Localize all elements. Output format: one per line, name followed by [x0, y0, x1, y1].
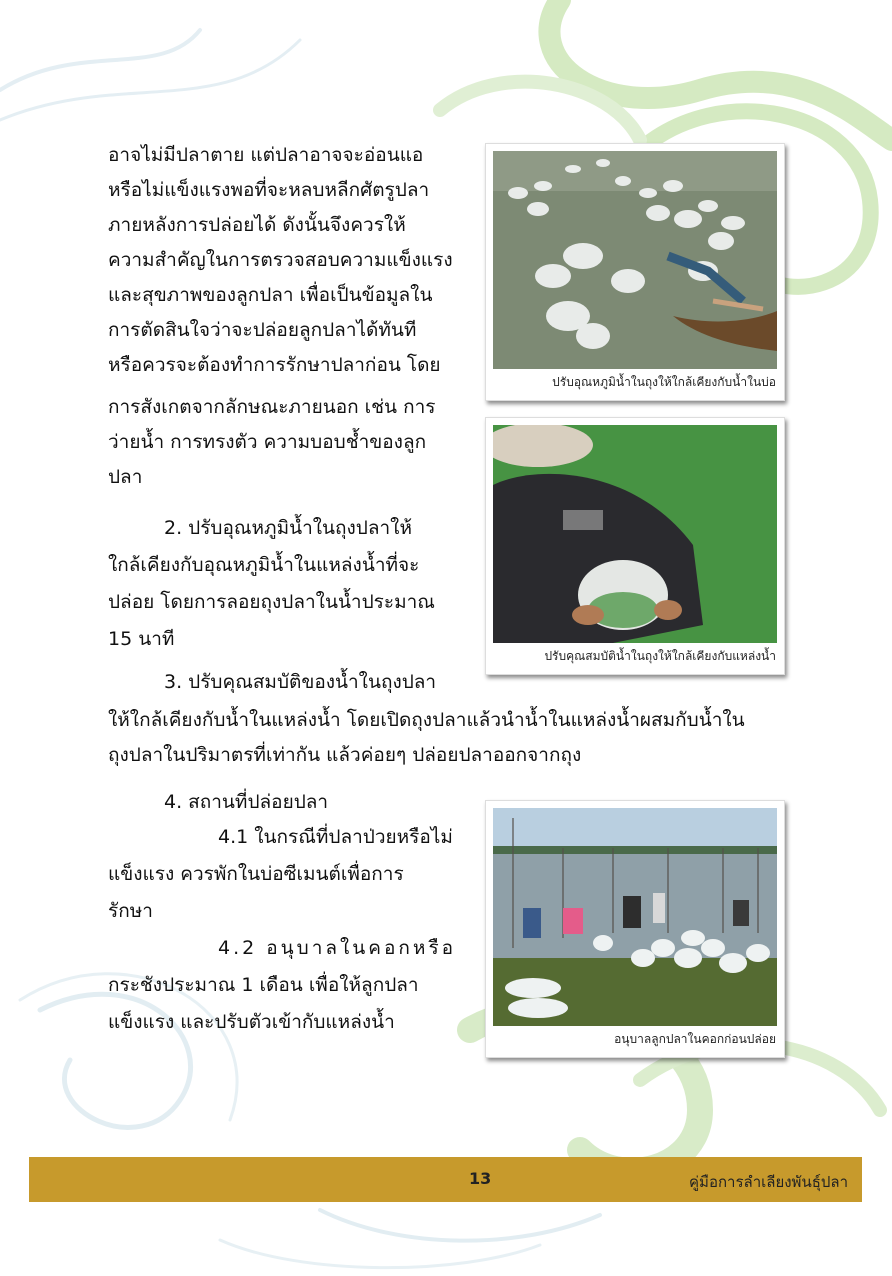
text-line: ถุงปลาในปริมาตรที่เท่ากัน แล้วค่อยๆ ปล่อยปลาออกจากถุง [108, 744, 582, 766]
paragraph-water-quality [108, 666, 798, 771]
text-line: 4.2 อนุบาลในคอกหรือ [218, 937, 457, 959]
photo-frame-floating-bags [485, 143, 785, 401]
text-line: ให้ใกล้เคียงกับน้ำในแหล่งน้ำ โดยเปิดถุงปลาแล้วนำน้ำในแหล่งน้ำผสมกับน้ำใน [108, 709, 745, 731]
photo-floating-bags [493, 151, 777, 369]
text-line: รักษา [108, 900, 153, 922]
text-line: 3. ปรับคุณสมบัติของน้ำในถุงปลา [164, 671, 437, 693]
text-line: ภายหลังการปล่อยได้ ดังนั้นจึงควรให้ [108, 214, 406, 236]
text-line: ว่ายน้ำ การทรงตัว ความบอบช้ำของลูก [108, 431, 427, 453]
paragraph-release-location [108, 786, 468, 1038]
text-line: แข็งแรง ควรพักในบ่อซีเมนต์เพื่อการ [108, 863, 404, 885]
text-line: อาจไม่มีปลาตาย แต่ปลาอาจจะอ่อนแอ [108, 144, 424, 166]
text-line: แข็งแรง และปรับตัวเข้ากับแหล่งน้ำ [108, 1011, 395, 1033]
photo-frame-nursery-pen [485, 800, 785, 1058]
paragraph-temperature [108, 512, 468, 655]
footer-bar [29, 1157, 862, 1202]
text-line: การสังเกตจากลักษณะภายนอก เช่น การ [108, 396, 436, 418]
text-line: 2. ปรับอุณหภูมิน้ำในถุงปลาให้ [164, 517, 412, 539]
photo-caption: ปรับคุณสมบัติน้ำในถุงให้ใกล้เคียงกับแหล่งน้ำ [544, 649, 776, 663]
text-line: 15 นาที [108, 628, 175, 650]
photo-caption: อนุบาลลูกปลาในคอกก่อนปล่อย [614, 1032, 776, 1046]
text-line: และสุขภาพของลูกปลา เพื่อเป็นข้อมูลใน [108, 284, 433, 306]
text-line: ปลา [108, 466, 143, 488]
paragraph-fish-health [108, 139, 468, 493]
page-number: 13 [469, 1169, 492, 1188]
photo-nursery-pen [493, 808, 777, 1026]
text-line: ความสำคัญในการตรวจสอบความแข็งแรง [108, 249, 453, 271]
text-line: กระชังประมาณ 1 เดือน เพื่อให้ลูกปลา [108, 974, 419, 996]
section-heading: 4. สถานที่ปล่อยปลา [164, 791, 329, 813]
photo-frame-mixing-water [485, 417, 785, 675]
text-line: ปล่อย โดยการลอยถุงปลาในน้ำประมาณ [108, 591, 435, 613]
text-line: การตัดสินใจว่าจะปล่อยลูกปลาได้ทันที [108, 319, 417, 341]
text-line: หรือควรจะต้องทำการรักษาปลาก่อน โดย [108, 354, 441, 376]
text-line: ใกล้เคียงกับอุณหภูมิน้ำในแหล่งน้ำที่จะ [108, 554, 420, 576]
photo-mixing-water [493, 425, 777, 643]
book-title: คู่มือการลำเลียงพันธุ์ปลา [689, 1173, 848, 1191]
text-line: 4.1 ในกรณีที่ปลาป่วยหรือไม่ [218, 826, 453, 848]
text-line: หรือไม่แข็งแรงพอที่จะหลบหลีกศัตรูปลา [108, 179, 430, 201]
photo-caption: ปรับอุณหภูมิน้ำในถุงให้ใกล้เคียงกับน้ำในบ่อ [552, 375, 776, 389]
